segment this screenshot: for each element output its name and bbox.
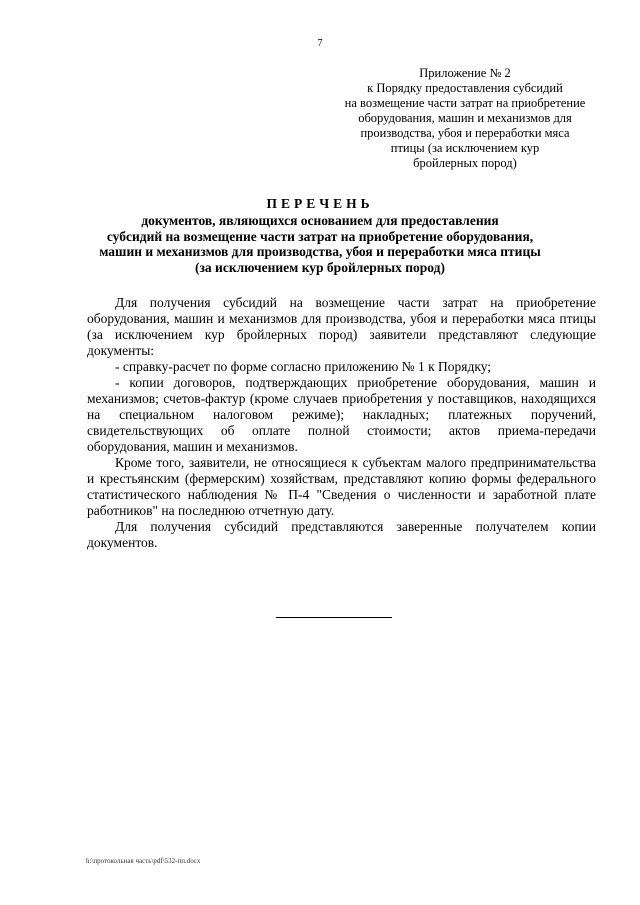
body-paragraph: Кроме того, заявители, не относящиеся к субъектам малого предпринимательства и крестьянским (фермерским) хозяйствам, представляют копию формы федерального статистического наблюдения № П-4 "Сведения о численности и заработной плате работников" на последнюю отчетную дату. bbox=[87, 455, 596, 518]
body-paragraph: - копии договоров, подтверждающих приобретение оборудования, машин и механизмов; счетов-фактур (кроме случаев приобретения у поставщиков, находящихся на специальном налоговом режиме); накладных; платежных поручений, свидетельствующих об оплате полной стоимости; актов приема-передачи оборудования, машин и механизмов. bbox=[87, 375, 596, 454]
document-subtitle bbox=[60, 213, 580, 275]
body-paragraph: - справку-расчет по форме согласно приложению № 1 к Порядку; bbox=[115, 359, 492, 374]
subtitle-line: документов, являющихся основанием для предоставления bbox=[141, 213, 499, 228]
subtitle-line: субсидий на возмещение части затрат на приобретение оборудования, bbox=[106, 228, 534, 244]
appendix-line: к Порядку предоставления субсидий bbox=[367, 81, 563, 95]
appendix-line: бройлерных пород) bbox=[413, 156, 517, 170]
file-path-footer: h:\протокольная часть\pdf\532-пп.docx bbox=[86, 857, 201, 865]
subtitle-line: (за исключением кур бройлерных пород) bbox=[195, 259, 445, 275]
appendix-line: на возмещение части затрат на приобретение bbox=[344, 96, 586, 110]
end-divider bbox=[276, 617, 392, 618]
subtitle-line: машин и механизмов для производства, убоя и переработки мяса птицы bbox=[99, 244, 541, 259]
appendix-header bbox=[330, 66, 600, 171]
document-body bbox=[87, 295, 596, 551]
body-paragraph: Для получения субсидий на возмещение части затрат на приобретение оборудования, машин и механизмов для производства, убоя и переработки мяса птицы (за исключением кур бройлерных пород) заявители представляют следующие документы: bbox=[87, 295, 596, 358]
appendix-line: оборудования, машин и механизмов для bbox=[358, 111, 572, 125]
document-title: ПЕРЕЧЕНЬ bbox=[266, 196, 374, 211]
body-paragraph: Для получения субсидий представляются заверенные получателем копии документов. bbox=[87, 519, 596, 550]
appendix-line: производства, убоя и переработки мяса bbox=[360, 126, 570, 140]
page-number: 7 bbox=[317, 38, 323, 49]
appendix-line: Приложение № 2 bbox=[419, 66, 511, 80]
appendix-line: птицы (за исключением кур bbox=[390, 141, 540, 155]
